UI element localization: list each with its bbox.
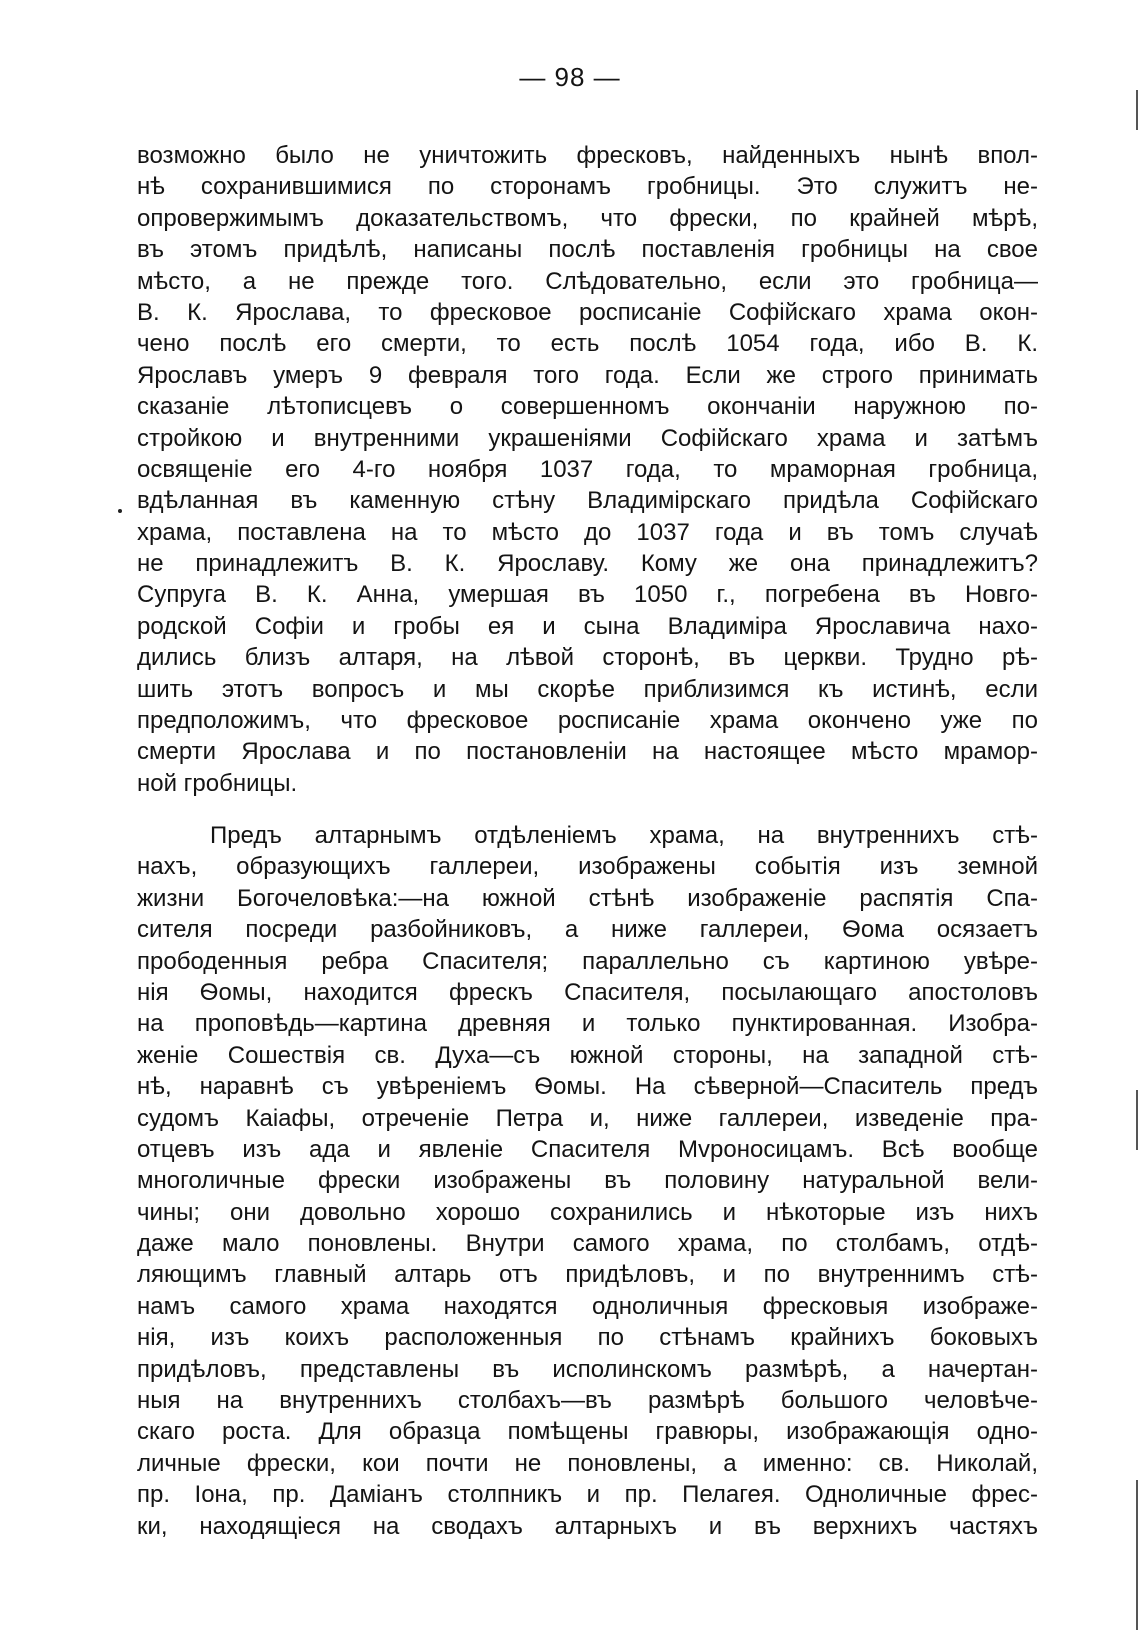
page-edge-mark [1136, 1480, 1138, 1630]
text-line: личные фрески, кои почти не поновлены, а именно: св. Николай, [137, 1449, 1038, 1477]
text-line: намъ самого храма находятся одноличныя фресковыя изображе- [137, 1292, 1038, 1320]
text-line: возможно было не уничтожить фресковъ, найденныхъ нынѣ впол- [137, 142, 1038, 169]
text-line: не принадлежитъ В. К. Ярославу. Кому же она принадлежитъ? [137, 550, 1038, 578]
text-line: нѣ сохранившимися по сторонамъ гробницы. Это служитъ не- [137, 173, 1038, 201]
text-line: нѣ, наравнѣ съ увѣреніемъ Ѳомы. На сѣверной—Спаситель предъ [137, 1073, 1038, 1101]
text-line: женіе Сошествія св. Духа—съ южной стороны, на западной стѣ- [137, 1041, 1038, 1069]
text-line: стройкою и внутренними украшеніями Софійскаго храма и затѣмъ [137, 424, 1038, 452]
text-line: отцевъ изъ ада и явленіе Спасителя Мvроносицамъ. Всѣ вообще [137, 1135, 1038, 1163]
text-line: даже мало поновлены. Внутри самого храма, по столбамъ, отдѣ- [137, 1230, 1038, 1258]
text-line: судомъ Каіафы, отреченіе Петра и, ниже галлереи, изведеніе пра- [137, 1104, 1038, 1132]
text-line: смерти Ярослава и по постановленіи на настоящее мѣсто мрамор- [137, 738, 1038, 766]
text-line: Ярославъ умеръ 9 февраля того года. Если же строго принимать [137, 361, 1038, 389]
paragraph-2 [137, 820, 1038, 1542]
text-line: сказаніе лѣтописцевъ о совершенномъ окончаніи наружною по- [137, 393, 1038, 421]
text-line: придѣловъ, представлены въ исполинскомъ размѣрѣ, а начертан- [137, 1355, 1038, 1383]
text-line: чено послѣ его смерти, то есть послѣ 1054 года, ибо В. К. [137, 330, 1038, 358]
text-line: В. К. Ярослава, то фресковое росписаніе Софійскаго храма окон- [137, 298, 1038, 326]
text-line: скаго роста. Для образца помѣщены гравюры, изображающія одно- [137, 1418, 1038, 1446]
text-line: вдѣланная въ каменную стѣну Владимірскаго придѣла Софійскаго [137, 487, 1038, 515]
paragraph-1 [137, 140, 1038, 799]
text-line: нія, изъ коихъ расположенныя по стѣнамъ крайнихъ боковыхъ [137, 1324, 1038, 1352]
text-line: предположимъ, что фресковое росписаніе храма окончено уже по [137, 707, 1038, 735]
text-line: жизни Богочеловѣка:—на южной стѣнѣ изображеніе распятія Спа- [137, 884, 1038, 912]
text-line: ляющимъ главный алтарь отъ придѣловъ, и по внутреннимъ стѣ- [137, 1261, 1038, 1289]
text-line: сителя посреди разбойниковъ, а ниже галлереи, Ѳома осязаетъ [137, 916, 1038, 944]
text-line: ки, находящіеся на сводахъ алтарныхъ и въ верхнихъ частяхъ [137, 1512, 1038, 1540]
page-edge-mark [1136, 90, 1138, 130]
text-line: на проповѣдь—картина древняя и только пунктированная. Изобра- [137, 1010, 1038, 1038]
text-line: мѣсто, а не прежде того. Слѣдовательно, если это гробница— [137, 267, 1038, 295]
text-line: ныя на внутреннихъ столбахъ—въ размѣрѣ большого человѣче- [137, 1387, 1038, 1415]
text-line: прободенныя ребра Спасителя; параллельно съ картиною увѣре- [137, 947, 1038, 975]
text-line: шить этотъ вопросъ и мы скорѣе приблизимся къ истинѣ, если [137, 675, 1038, 703]
margin-dot [118, 509, 122, 513]
page-number: — 98 — [519, 62, 621, 92]
text-line: въ этомъ придѣлѣ, написаны послѣ поставленія гробницы на свое [137, 236, 1038, 264]
text-line: Супруга В. К. Анна, умершая въ 1050 г., погребена въ Новго- [137, 581, 1038, 609]
text-line: нія Ѳомы, находится фрескъ Спасителя, посылающаго апостоловъ [137, 978, 1038, 1006]
text-line: родской Софіи и гробы ея и сына Владиміра Ярославича нахо- [137, 612, 1038, 640]
text-line: ной гробницы. [137, 769, 298, 797]
text-line: многоличные фрески изображены въ половину натуральной вели- [137, 1167, 1038, 1195]
text-line: Предъ алтарнымъ отдѣленіемъ храма, на внутреннихъ стѣ- [210, 822, 1038, 849]
text-line: освященіе его 4-го ноября 1037 года, то мраморная гробница, [137, 455, 1038, 483]
text-line: храма, поставлена на то мѣсто до 1037 года и въ томъ случаѣ [137, 518, 1038, 546]
text-line: пр. Іона, пр. Даміанъ столпникъ и пр. Пелагея. Одноличные фрес- [137, 1481, 1038, 1509]
page-edge-mark [1136, 1090, 1138, 1150]
text-line: опровержимымъ доказательствомъ, что фрески, по крайней мѣрѣ, [137, 204, 1038, 232]
text-line: нахъ, образующихъ галлереи, изображены событія изъ земной [137, 853, 1038, 881]
text-line: дились близъ алтаря, на лѣвой сторонѣ, въ церкви. Трудно рѣ- [137, 644, 1038, 672]
text-line: чины; они довольно хорошо сохранились и нѣкоторые изъ нихъ [137, 1198, 1038, 1226]
